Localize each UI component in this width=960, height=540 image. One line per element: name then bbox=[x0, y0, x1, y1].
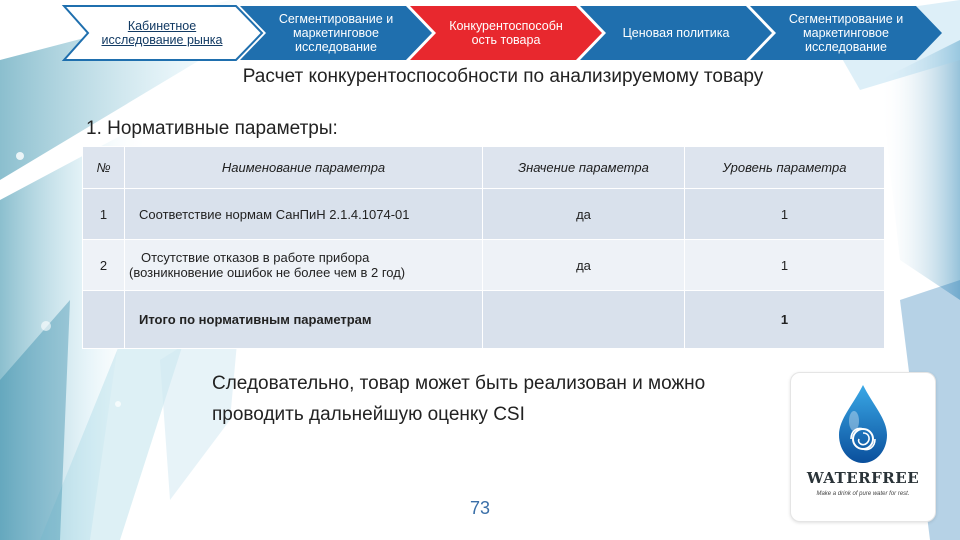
nav-item-segmentation[interactable]: Сегментирование и маркетинговое исследование bbox=[278, 12, 394, 54]
cell-name bbox=[125, 240, 483, 291]
cell-num-empty bbox=[83, 291, 125, 349]
page-title: Расчет конкурентоспособности по анализируемому товару bbox=[242, 66, 764, 87]
parameters-table bbox=[82, 146, 885, 349]
cell-name-line2: (возникновение ошибок не более чем в 2 год) bbox=[129, 265, 406, 280]
nav-item-competitiveness[interactable]: Конкурентоспособн ость товара bbox=[449, 19, 563, 47]
total-level: 1 bbox=[685, 291, 885, 349]
logo-name: WATERFREE bbox=[806, 469, 920, 487]
header-value: Значение параметра bbox=[483, 147, 685, 189]
header-name: Наименование параметра bbox=[125, 147, 483, 189]
cell-num: 1 bbox=[83, 189, 125, 240]
conclusion-text: Следовательно, товар может быть реализован и можно проводить дальнейшую оценку CSI bbox=[212, 373, 706, 425]
nav-item-segmentation-2[interactable]: Сегментирование и маркетинговое исследование bbox=[788, 12, 904, 54]
water-drop-icon bbox=[791, 373, 935, 473]
logo-tagline: Make a drink of pure water for rest. bbox=[816, 491, 910, 497]
section-subtitle: 1. Нормативные параметры: bbox=[86, 118, 338, 139]
cell-name: Соответствие нормам СанПиН 2.1.4.1074-01 bbox=[125, 189, 483, 240]
cell-num: 2 bbox=[83, 240, 125, 291]
table-row bbox=[83, 189, 885, 240]
header-level: Уровень параметра bbox=[685, 147, 885, 189]
nav-item-pricing[interactable]: Ценовая политика bbox=[622, 26, 730, 40]
nav-item-market-research[interactable]: Кабинетное исследование рынка bbox=[101, 19, 223, 47]
cell-level: 1 bbox=[685, 189, 885, 240]
total-label: Итого по нормативным параметрам bbox=[125, 291, 483, 349]
header-num: № bbox=[83, 147, 125, 189]
page-number: 73 bbox=[469, 498, 491, 518]
cell-name-line1: Отсутствие отказов в работе прибора bbox=[141, 250, 370, 265]
cell-value-empty bbox=[483, 291, 685, 349]
cell-value: да bbox=[483, 189, 685, 240]
table-total-row bbox=[83, 291, 885, 349]
waterfree-logo bbox=[790, 372, 936, 522]
table-header-row bbox=[83, 147, 885, 189]
table-row bbox=[83, 240, 885, 291]
cell-value: да bbox=[483, 240, 685, 291]
cell-level: 1 bbox=[685, 240, 885, 291]
